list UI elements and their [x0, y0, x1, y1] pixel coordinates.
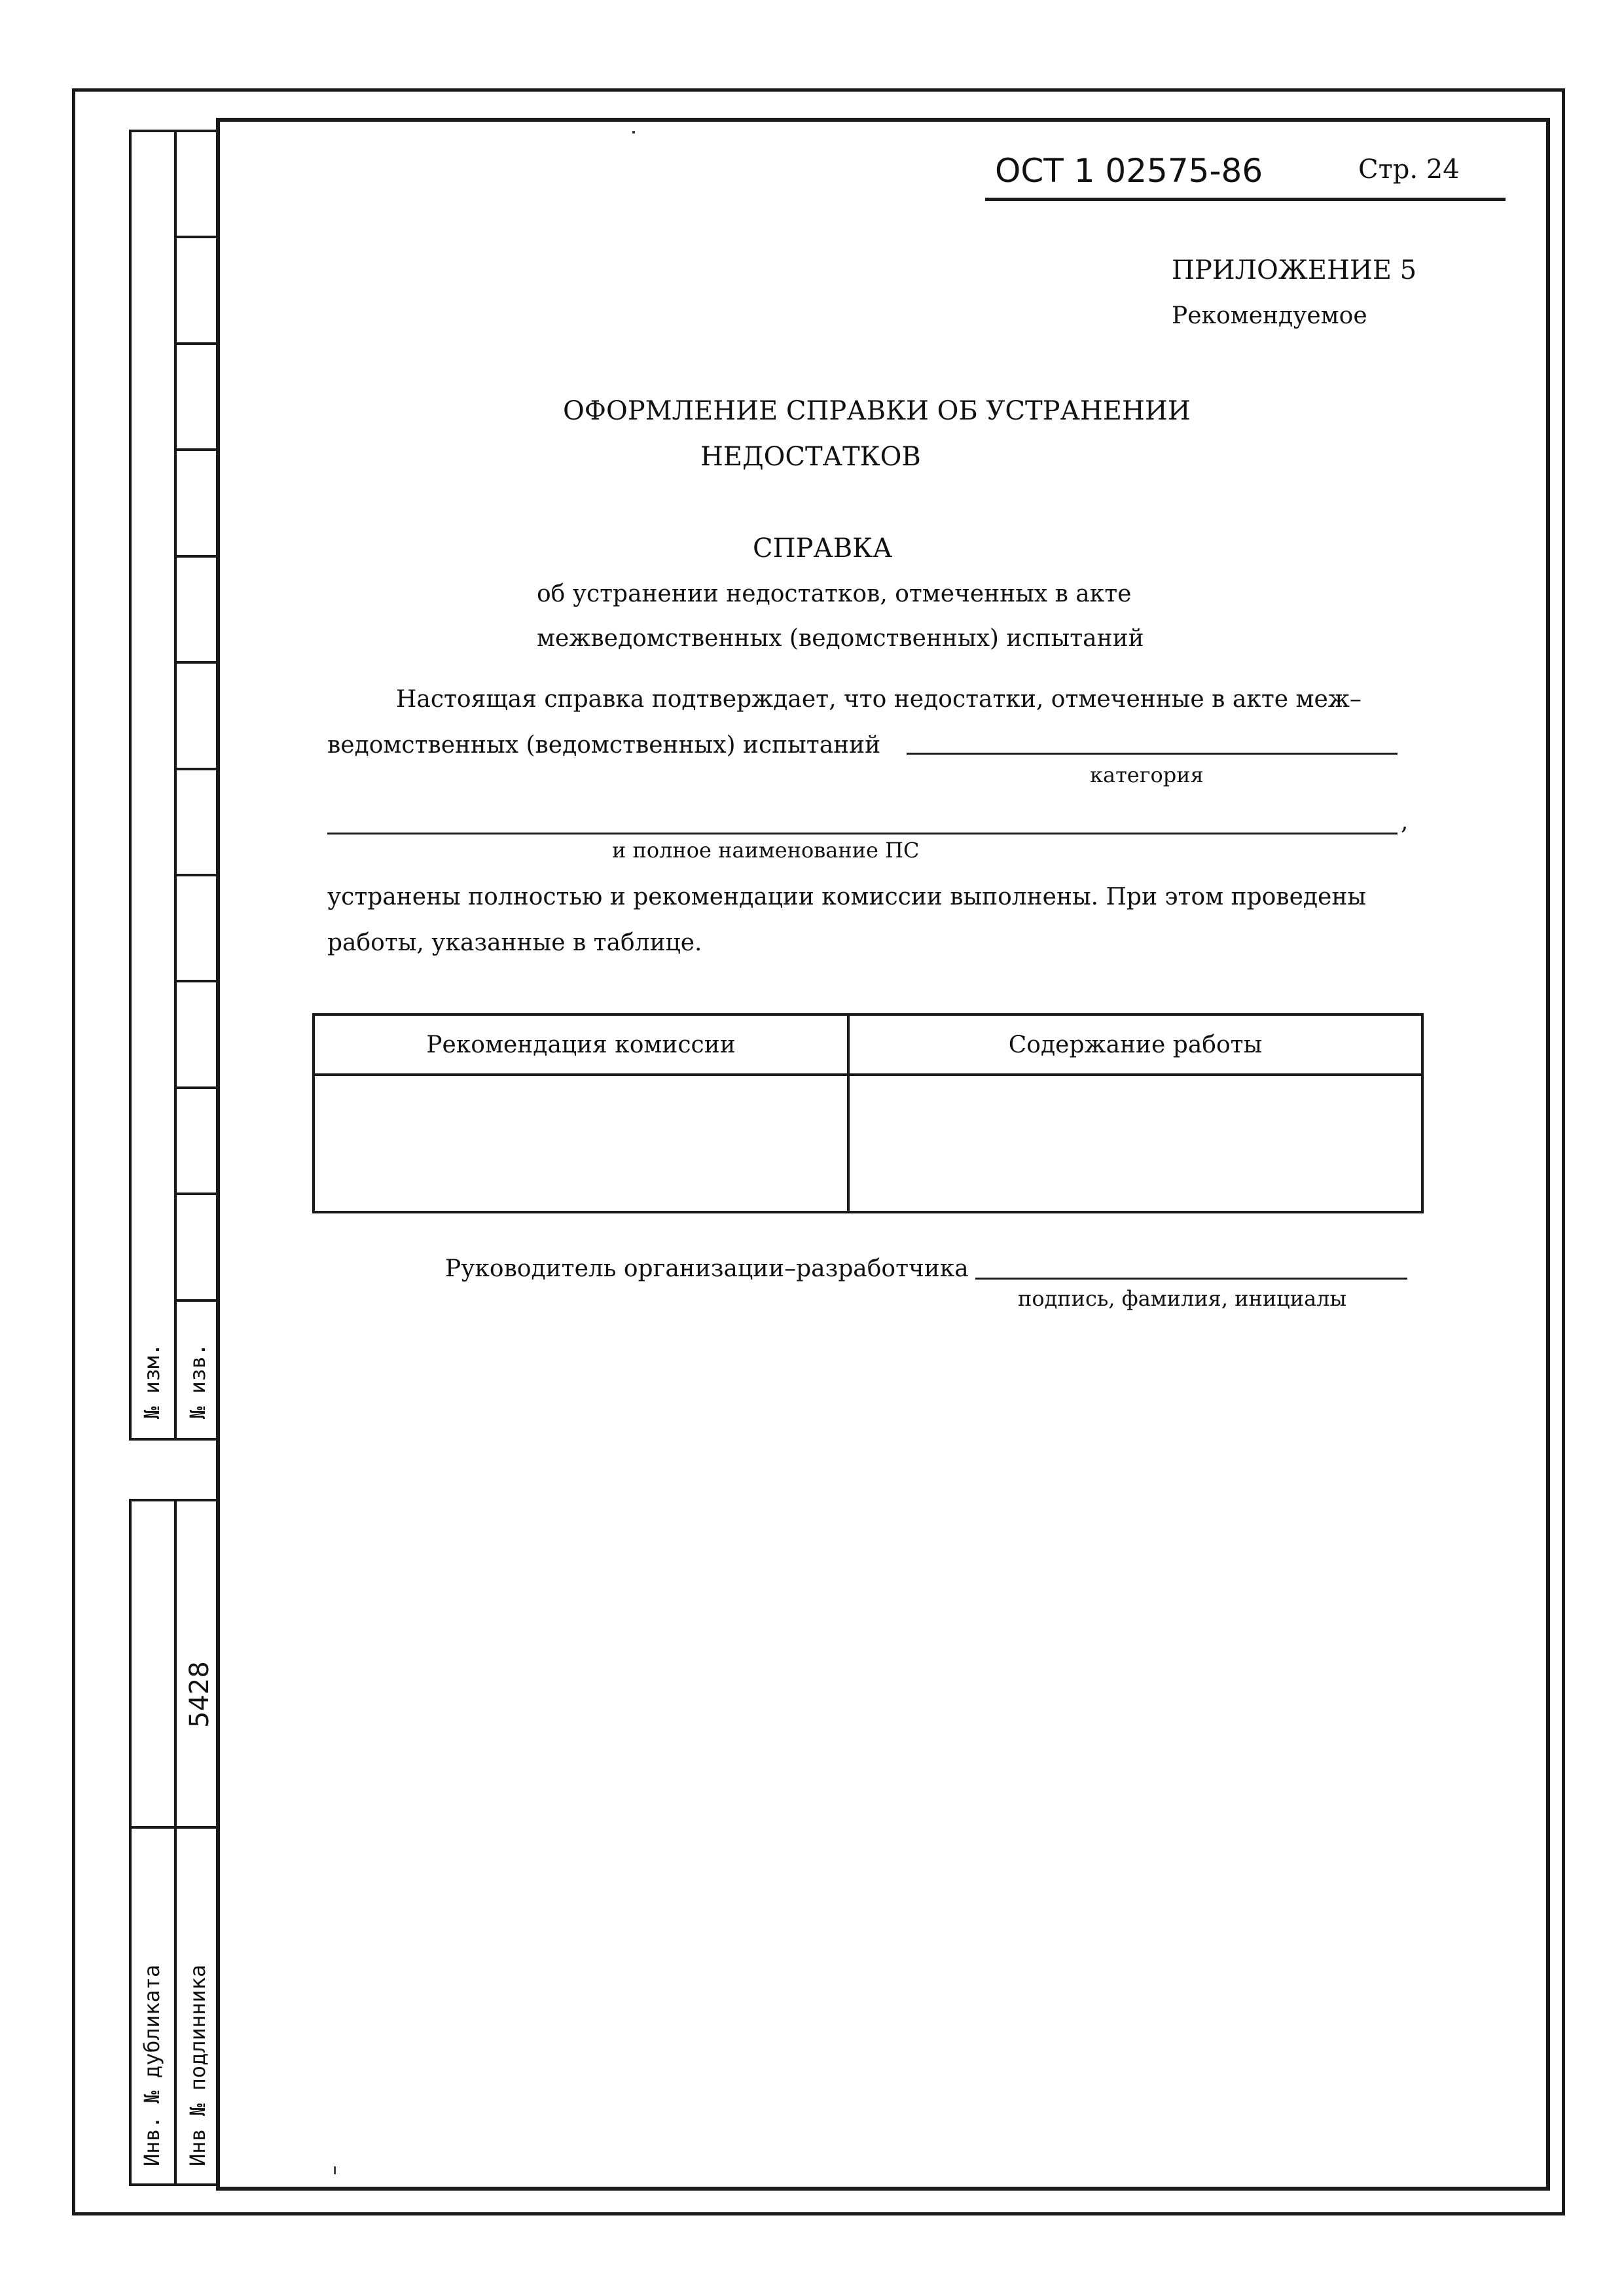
- appendix-status: Рекомендуемое: [1172, 302, 1367, 329]
- section-title-line2: НЕДОСТАТКОВ: [700, 442, 921, 472]
- side-divider: [174, 980, 217, 982]
- signature-caption: подпись, фамилия, инициалы: [1018, 1286, 1346, 1311]
- side-label-no-izm: № изм.: [139, 1343, 164, 1419]
- table-header-recommendation: Рекомендация комиссии: [314, 1014, 848, 1075]
- signature-label: Руководитель организации–разработчика: [445, 1255, 969, 1282]
- recommendations-table: [312, 1013, 1424, 1213]
- side-divider: [174, 555, 217, 558]
- certificate-subtitle-line2: межведомственных (ведомственных) испытаний: [537, 625, 1144, 652]
- side-divider: [174, 1299, 217, 1302]
- certificate-heading: СПРАВКА: [753, 533, 893, 564]
- body-paragraph2-line1: устранены полностью и рекомендации комиссии выполнены. При этом проведены: [327, 884, 1366, 910]
- category-caption: категория: [1090, 762, 1204, 787]
- header-underline: [985, 198, 1506, 201]
- side-divider: [174, 448, 217, 451]
- side-divider: [174, 768, 217, 770]
- full-name-fill-line: [327, 833, 1398, 834]
- table-cell: [314, 1075, 848, 1212]
- table-cell: [848, 1075, 1422, 1212]
- side-label-inv-original: Инв № подлинника: [185, 1964, 210, 2166]
- side-column-outer: [129, 130, 177, 1441]
- side-divider: [174, 342, 217, 345]
- scan-speck: [334, 2166, 336, 2174]
- certificate-subtitle-line1: об устранении недостатков, отмеченных в акте: [537, 581, 1132, 607]
- inventory-number: 5428: [185, 1661, 215, 1728]
- section-title-line1: ОФОРМЛЕНИЕ СПРАВКИ ОБ УСТРАНЕНИИ: [563, 396, 1191, 426]
- signature-fill-line: [975, 1278, 1407, 1280]
- body-paragraph2-line2: работы, указанные в таблице.: [327, 929, 702, 956]
- table-row: [314, 1075, 1422, 1212]
- body-paragraph-line1: Настоящая справка подтверждает, что недостатки, отмеченные в акте меж–: [396, 686, 1362, 713]
- body-paragraph-line2: ведомственных (ведомственных) испытаний: [327, 732, 881, 759]
- side-divider: [174, 236, 217, 238]
- category-fill-line: [907, 753, 1398, 755]
- side-divider: [174, 874, 217, 876]
- table-header-work-content: Содержание работы: [848, 1014, 1422, 1075]
- side-column-inner: [174, 130, 219, 1441]
- full-name-caption: и полное наименование ПС: [612, 838, 920, 863]
- page-number: Стр. 24: [1358, 154, 1460, 185]
- full-name-comma: ,: [1401, 808, 1409, 835]
- document-code: ОСТ 1 02575-86: [995, 152, 1263, 190]
- side-label-no-izv: № изв.: [185, 1343, 210, 1419]
- side-divider: [174, 1193, 217, 1195]
- side-divider: [174, 1086, 217, 1089]
- side-label-inv-duplicate: Инв. № дубликата: [139, 1964, 164, 2166]
- side-divider: [174, 661, 217, 664]
- scan-speck: [632, 131, 635, 134]
- side-divider: [129, 1826, 219, 1829]
- appendix-label: ПРИЛОЖЕНИЕ 5: [1172, 255, 1417, 285]
- table-header-row: [314, 1014, 1422, 1075]
